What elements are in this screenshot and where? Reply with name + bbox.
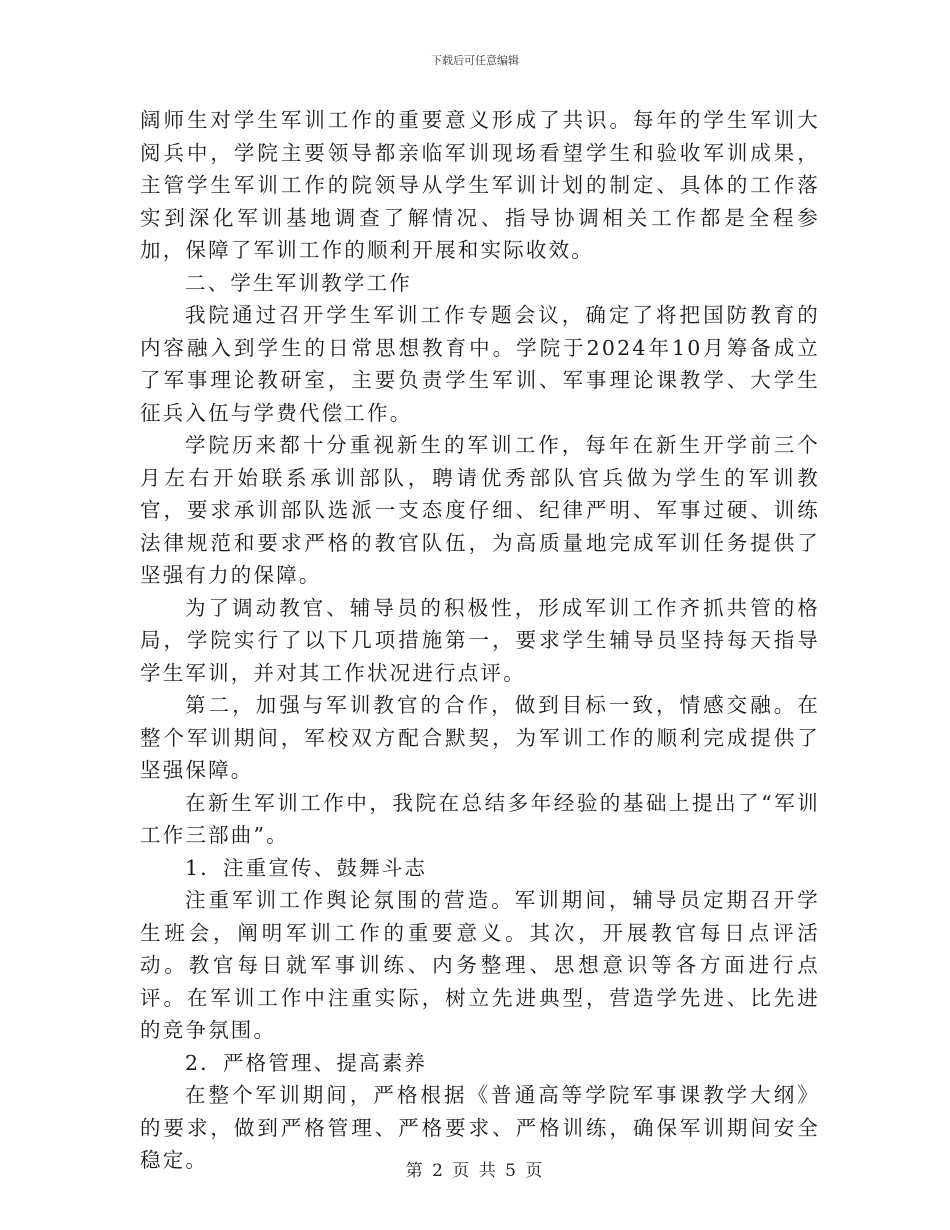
page-number-footer: 第 2 页 共 5 页 [405,1161,545,1181]
paragraph-4: 学院历来都十分重视新生的军训工作，每年在新生开学前三个月左右开始联系承训部队，聘请优秀部队官兵做为学生的军训教官，要求承训部队选派一支态度仔细、纪律严明、军事过硬、训练法律规范和要求严格的教官队伍，为高质量地完成军训任务提供了坚强有力的保障。 [140,433,820,587]
section-heading-2: 二、学生军训教学工作 [185,270,412,295]
paragraph-1: 阔师生对学生军训工作的重要意义形成了共识。每年的学生军训大阅兵中，学院主要领导都亲临军训现场看望学生和验收军训成果，主管学生军训工作的院领导从学生军训计划的制定、具体的工作落实到深化军训基地调查了解情况、指导协调相关工作都是全程参加，保障了军训工作的顺利开展和实际收效。 [140,108,820,262]
paragraph-7: 在新生军训工作中，我院在总结多年经验的基础上提出了“军训工作三部曲”。 [140,790,820,847]
paragraph-11: 在整个军训期间，严格根据《普通高等学院军事课教学大纲》的要求，做到严格管理、严格要求、严格训练，确保军训期间安全稳定。 [140,1083,820,1172]
page-header: 下载后可任意编辑 [431,54,519,67]
paragraph-5: 为了调动教官、辅导员的积极性，形成军训工作齐抓共管的格局，学院实行了以下几项措施第一，要求学生辅导员坚持每天指导学生军训，并对其工作状况进行点评。 [140,595,820,685]
paragraph-6: 第二，加强与军训教官的合作，做到目标一致，情感交融。在整个军训期间，军校双方配合默契，为军训工作的顺利完成提供了坚强保障。 [140,693,820,782]
paragraph-3: 我院通过召开学生军训工作专题会议，确定了将把国防教育的内容融入到学生的日常思想教育中。学院于2024年10月筹备成立了军事理论教研室，主要负责学生军训、军事理论课教学、大学生征兵入伍与学费代偿工作。 [140,303,820,425]
document-body [140,104,820,1177]
subheading-2: 2．严格管理、提高素养 [185,1050,428,1075]
subheading-1: 1．注重宣传、鼓舞斗志 [185,855,428,880]
paragraph-9: 注重军训工作舆论氛围的营造。军训期间，辅导员定期召开学生班会，阐明军训工作的重要意义。其次，开展教官每日点评活动。教官每日就军事训练、内务整理、思想意识等各方面进行点评。在军训工作中注重实际，树立先进典型，营造学先进、比先进的竞争氛围。 [140,888,820,1042]
